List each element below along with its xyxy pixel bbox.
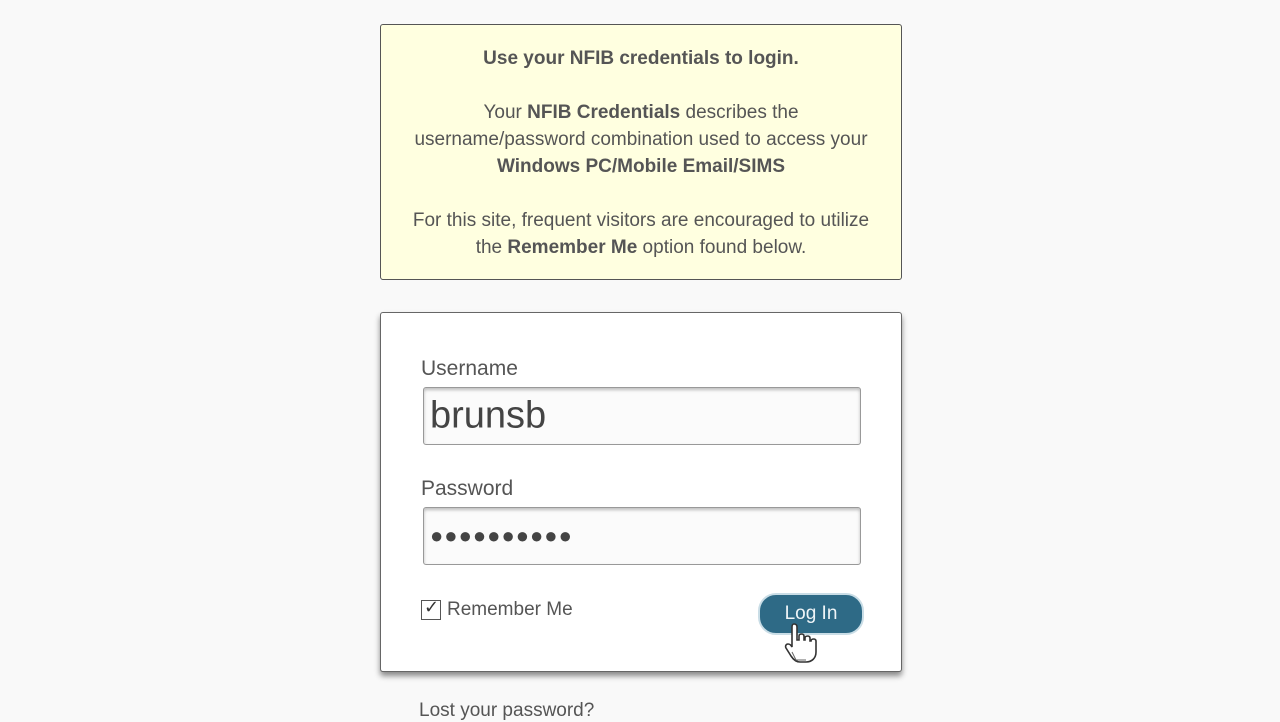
notice-remember-text: For this site, frequent visitors are encouraged to utilize the Remember Me option found below. bbox=[412, 210, 870, 258]
hand-pointer-icon bbox=[784, 622, 820, 664]
password-input[interactable] bbox=[423, 507, 861, 565]
password-label: Password bbox=[421, 477, 514, 500]
remember-me-label[interactable]: Remember Me bbox=[447, 599, 573, 620]
username-value: brunsb bbox=[430, 394, 547, 437]
login-notice bbox=[380, 24, 902, 280]
remember-me-checkbox[interactable] bbox=[421, 597, 441, 620]
login-form bbox=[380, 312, 902, 672]
username-label: Username bbox=[421, 357, 518, 380]
password-value: ●●●●●●●●●● bbox=[430, 523, 573, 548]
login-button[interactable]: Log In bbox=[758, 593, 864, 635]
notice-heading: Use your NFIB credentials to login. bbox=[483, 48, 799, 69]
check-icon: ✓ bbox=[424, 597, 440, 617]
notice-credentials-text: Your NFIB Credentials describes the username/password combination used to access your Windows PC/Mobile Email/SIMS bbox=[414, 102, 868, 177]
username-input[interactable] bbox=[423, 387, 861, 445]
remember-me[interactable] bbox=[421, 599, 573, 621]
lost-password-link[interactable]: Lost your password? bbox=[419, 700, 595, 721]
